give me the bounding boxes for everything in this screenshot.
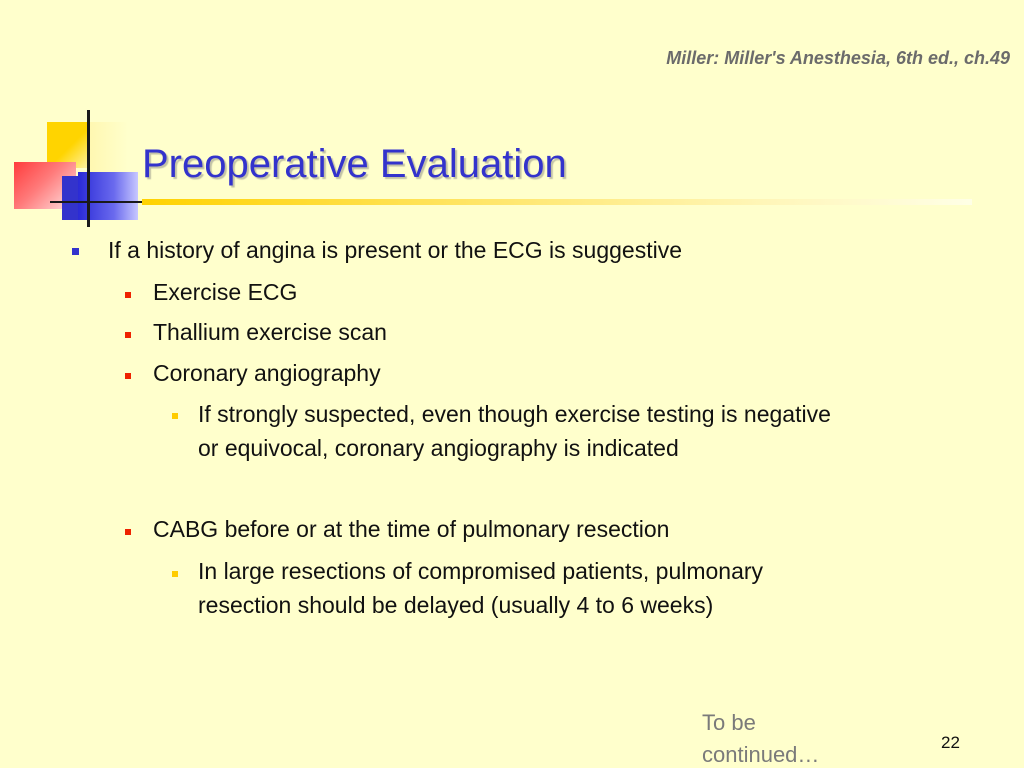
bullet-item-continuation: resection should be delayed (usually 4 to 6 weeks) [198,592,714,618]
bullet-item: CABG before or at the time of pulmonary resection [153,516,670,542]
bullet-item: In large resections of compromised patients, pulmonary [198,558,764,584]
bullet-marker [172,571,178,577]
page-number: 22 [941,733,960,752]
bullet-item: If a history of angina is present or the ECG is suggestive [108,237,683,263]
bullet-item: Thallium exercise scan [153,319,387,345]
bullet-marker [125,292,131,298]
bullet-marker [125,373,131,379]
bullet-marker [72,248,79,255]
title-underline [142,199,972,205]
bullet-marker [172,413,178,419]
decorative-logo-blocks [0,0,160,240]
horizontal-rule [50,201,145,203]
bullet-marker [125,332,131,338]
citation: Miller: Miller's Anesthesia, 6th ed., ch.49 [666,48,1010,68]
bullet-marker [125,529,131,535]
bullet-item: Exercise ECG [153,279,298,305]
slide-title: Preoperative Evaluation [142,142,567,186]
bullet-item-continuation: or equivocal, coronary angiography is indicated [198,435,679,461]
pale-square [88,122,128,172]
continued-note: To be continued… [702,710,820,767]
vertical-rule [87,110,90,227]
bullet-item: If strongly suspected, even though exercise testing is negative [198,401,831,427]
bullet-item: Coronary angiography [153,360,381,386]
